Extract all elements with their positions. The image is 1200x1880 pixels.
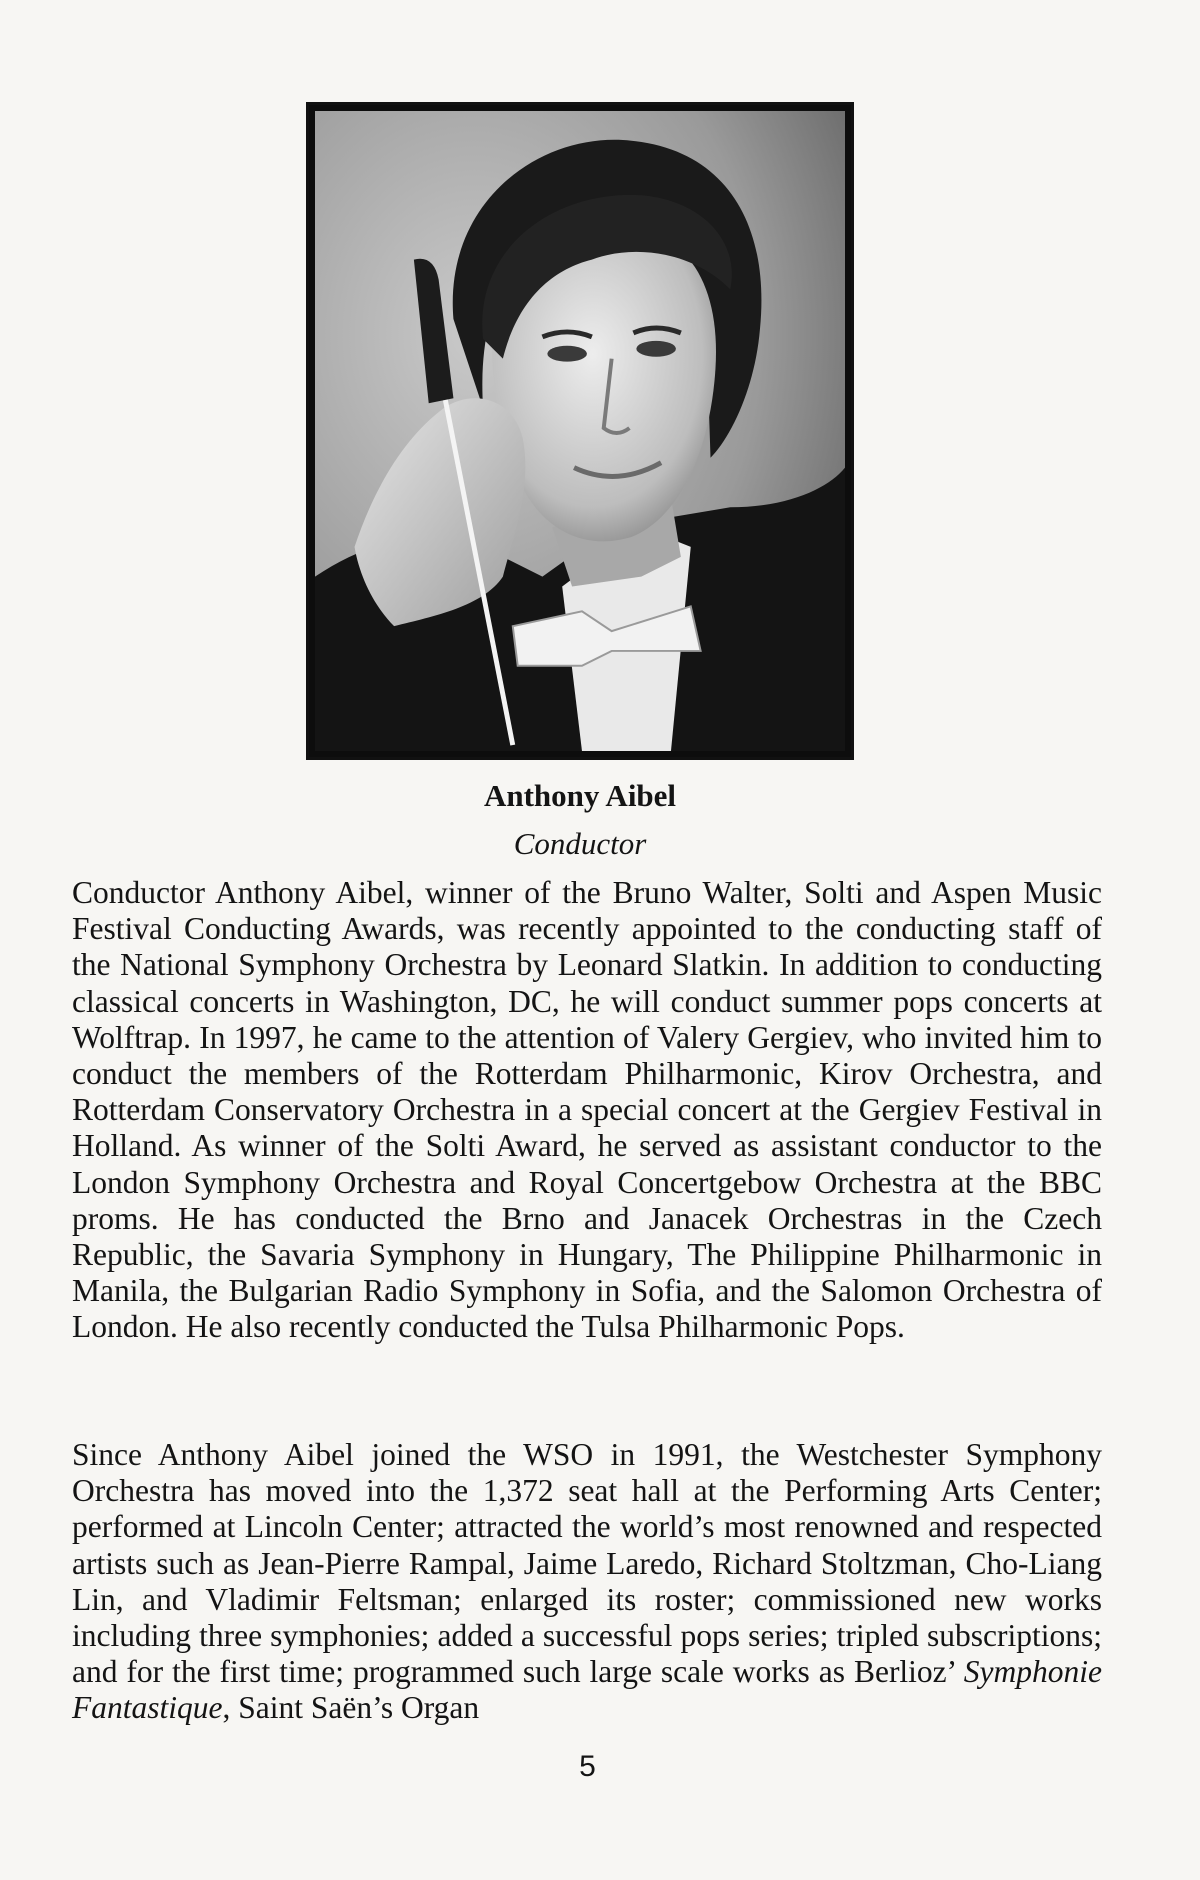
- page-number: 5: [579, 1750, 596, 1783]
- bio-paragraph-2: [72, 1437, 1102, 1727]
- conductor-name: Anthony Aibel: [483, 778, 677, 813]
- bio-paragraph-2-continued: , Saint Saën’s Organ: [222, 1690, 480, 1726]
- conductor-role: Conductor: [513, 826, 647, 861]
- work-title-symphonie-fantastique: Symphonie Fantastique: [72, 1654, 1102, 1726]
- portrait-image: [315, 111, 845, 751]
- bio-paragraph-1: Conductor Anthony Aibel, winner of the Bruno Walter, Solti and Aspen Music Festival Conducting Awards, was recently appointed to the conducting staff of the National Symphony Orchestra by Leonard Slatkin. In addition to conducting classical concerts in Washington, DC, he will conduct summer pops concerts at Wolftrap. In 1997, he came to the attention of Valery Gergiev, who invited him to conduct the members of the Rotterdam Philharmonic, Kirov Orchestra, and Rotterdam Conservatory Orchestra in a special concert at the Gergiev Festival in Holland. As winner of the Solti Award, he served as assistant conductor to the London Symphony Orchestra and Royal Concertgebow Orchestra at the BBC proms. He has conducted the Brno and Janacek Orchestras in the Czech Republic, the Savaria Symphony in Hungary, The Philippine Philharmonic in Manila, the Bulgarian Radio Symphony in Sofia, and the Salomon Orchestra of London. He also recently conducted the Tulsa Philharmonic Pops.: [72, 875, 1102, 1345]
- bio-paragraph-2-text: Since Anthony Aibel joined the WSO in 1991, the Westchester Symphony Orchestra has moved into the 1,372 seat hall at the Performing Arts Center; performed at Lincoln Center; attracted the world’s most renowned and respected artists such as Jean-Pierre Rampal, Jaime Laredo, Richard Stoltzman, Cho-Liang Lin, and Vladimir Feltsman; enlarged its roster; commissioned new works including three symphonies; added a successful pops series; tripled subscriptions; and for the first time; programmed such large scale works as Berlioz’: [72, 1437, 1102, 1690]
- portrait-photo: [306, 102, 854, 760]
